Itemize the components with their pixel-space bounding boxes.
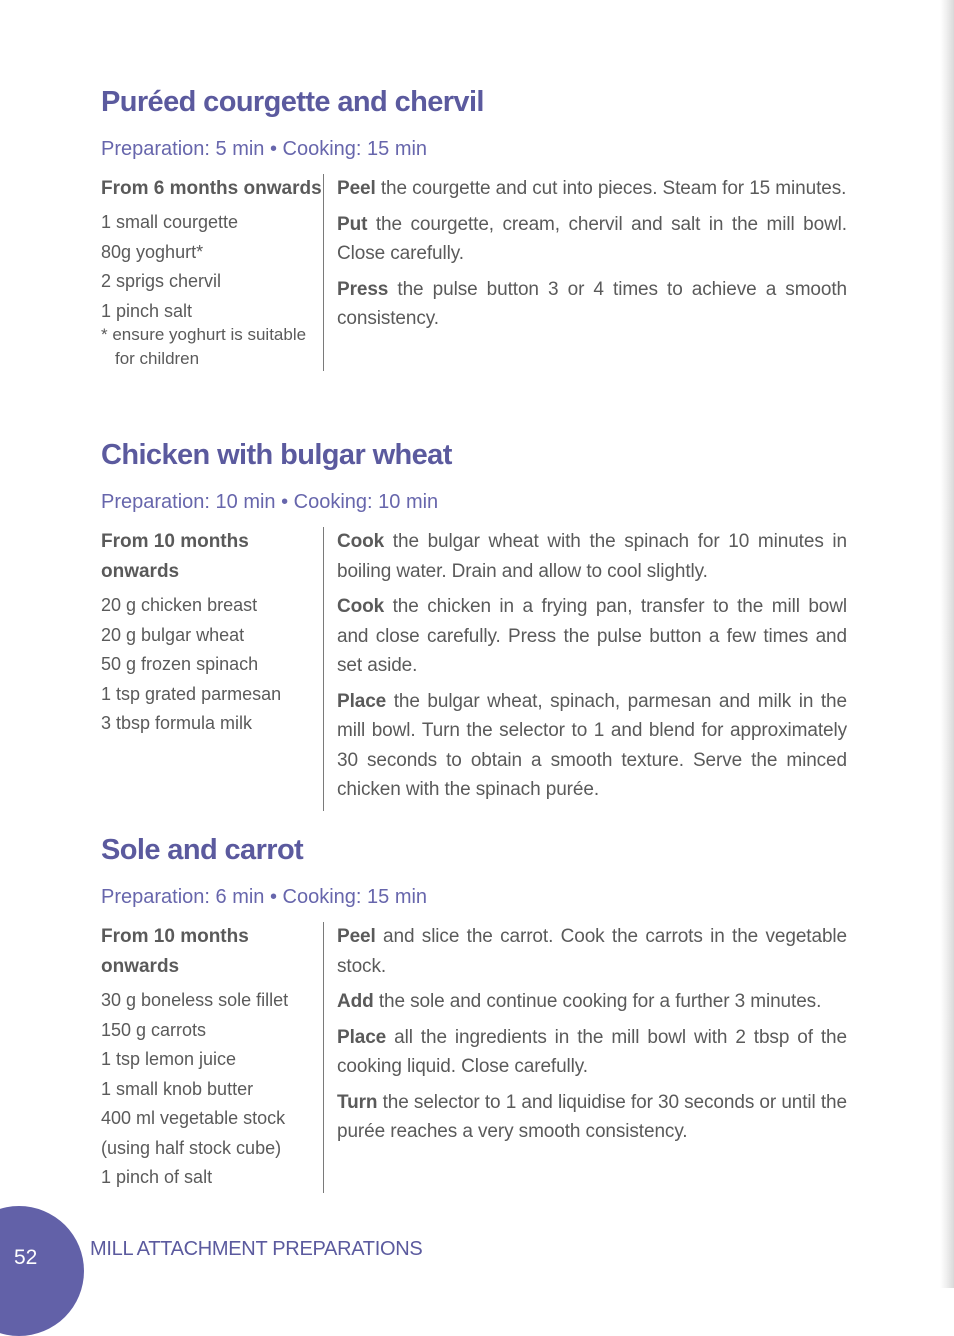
ingredient-item: 20 g bulgar wheat — [101, 624, 245, 645]
method-column — [324, 922, 847, 1193]
step-verb: Cook — [337, 596, 385, 617]
ingredient-item: 400 ml vegetable stock — [101, 1108, 286, 1128]
step-text: and slice the carrot. Cook the carrots in the vegetable stock. — [337, 926, 847, 977]
step-verb: Cook — [337, 531, 385, 552]
step-text: the courgette, cream, chervil and salt in the mill bowl. Close carefully. — [337, 213, 847, 264]
step-verb: Peel — [337, 926, 376, 947]
ingredient-item: 1 small knob butter — [101, 1078, 254, 1099]
method-step — [337, 275, 847, 334]
ingredient-item: 30 g boneless sole fillet — [101, 990, 289, 1010]
recipe-columns — [101, 922, 847, 1193]
step-text: the courgette and cut into pieces. Steam for 15 minutes. — [375, 178, 847, 199]
method-step — [337, 174, 847, 204]
ingredient-item: 80g yoghurt* — [101, 241, 204, 262]
ingredients-column — [101, 174, 323, 371]
step-text: the selector to 1 and liquidise for 30 seconds or until the purée reaches a very smooth consistency. — [337, 1091, 847, 1142]
ingredients-column — [101, 922, 323, 1193]
step-verb: Place — [337, 1026, 387, 1048]
page-number-badge — [0, 1206, 84, 1336]
age-label: From 6 months onwards — [101, 178, 322, 199]
method-column — [324, 174, 847, 371]
ingredient-item: 3 tbsp formula milk — [101, 713, 253, 733]
ingredient-item: (using half stock cube) — [101, 1137, 282, 1158]
method-step — [337, 922, 847, 981]
step-text: all the ingredients in the mill bowl with 2 tbsp of the cooking liquid. Close carefully. — [337, 1026, 847, 1077]
ingredient-list — [101, 208, 323, 326]
ingredient-item: 2 sprigs chervil — [101, 271, 222, 291]
step-verb: Peel — [337, 178, 376, 199]
method-step — [337, 1088, 847, 1147]
recipe-prep-time: Preparation: 10 min • Cooking: 10 min — [101, 491, 439, 513]
ingredient-item: 1 pinch of salt — [101, 1167, 213, 1187]
method-column — [324, 527, 847, 811]
ingredient-item: 1 pinch salt — [101, 300, 193, 321]
recipe-title: Chicken with bulgar wheat — [101, 439, 452, 471]
step-text: the sole and continue cooking for a further 3 minutes. — [373, 991, 822, 1012]
step-verb: Add — [337, 991, 374, 1012]
section-footer-title: MILL ATTACHMENT PREPARATIONS — [90, 1238, 423, 1260]
page-edge-shadow — [940, 0, 954, 1288]
recipe-columns — [101, 174, 847, 371]
step-verb: Put — [337, 213, 368, 235]
ingredient-list — [101, 591, 323, 739]
recipe-chicken-bulgar — [101, 437, 847, 811]
method-step — [337, 210, 847, 269]
ingredient-list — [101, 986, 323, 1193]
ingredient-note: * ensure yoghurt is suitable for children — [101, 325, 307, 368]
recipe-columns — [101, 527, 847, 811]
ingredient-item: 150 g carrots — [101, 1019, 207, 1040]
step-text: the bulgar wheat, spinach, parmesan and milk in the mill bowl. Turn the selector to 1 and blend for approximately 30 seconds to obtain a smooth texture. Serve the minced chicken with the spinach purée. — [337, 690, 847, 800]
method-step — [337, 592, 847, 681]
ingredients-column — [101, 527, 323, 811]
step-verb: Place — [337, 690, 387, 712]
step-verb: Turn — [337, 1091, 378, 1113]
method-step — [337, 527, 847, 586]
age-label: From 10 months onwards — [101, 926, 249, 977]
age-label: From 10 months onwards — [101, 531, 249, 582]
recipe-title: Puréed courgette and chervil — [101, 86, 484, 118]
ingredient-item: 1 small courgette — [101, 212, 239, 232]
recipe-prep-time: Preparation: 5 min • Cooking: 15 min — [101, 138, 428, 160]
step-text: the pulse button 3 or 4 times to achieve a smooth consistency. — [337, 278, 847, 329]
recipe-prep-time: Preparation: 6 min • Cooking: 15 min — [101, 886, 428, 908]
step-text: the bulgar wheat with the spinach for 10 minutes in boiling water. Drain and allow to cool slightly. — [337, 531, 847, 582]
ingredient-item: 50 g frozen spinach — [101, 654, 259, 674]
recipe-sole-carrot — [101, 832, 847, 1193]
step-text: the chicken in a frying pan, transfer to the mill bowl and close carefully. Press the pulse button a few times and set aside. — [337, 596, 847, 676]
method-step — [337, 987, 847, 1017]
method-step — [337, 687, 847, 805]
ingredient-item: 1 tsp lemon juice — [101, 1049, 237, 1069]
method-step — [337, 1023, 847, 1082]
page-number: 52 — [14, 1246, 38, 1269]
step-verb: Press — [337, 278, 389, 300]
recipe-courgette-chervil — [101, 84, 847, 371]
ingredient-item: 20 g chicken breast — [101, 595, 258, 615]
recipe-title: Sole and carrot — [101, 834, 304, 866]
ingredient-item: 1 tsp grated parmesan — [101, 683, 282, 704]
